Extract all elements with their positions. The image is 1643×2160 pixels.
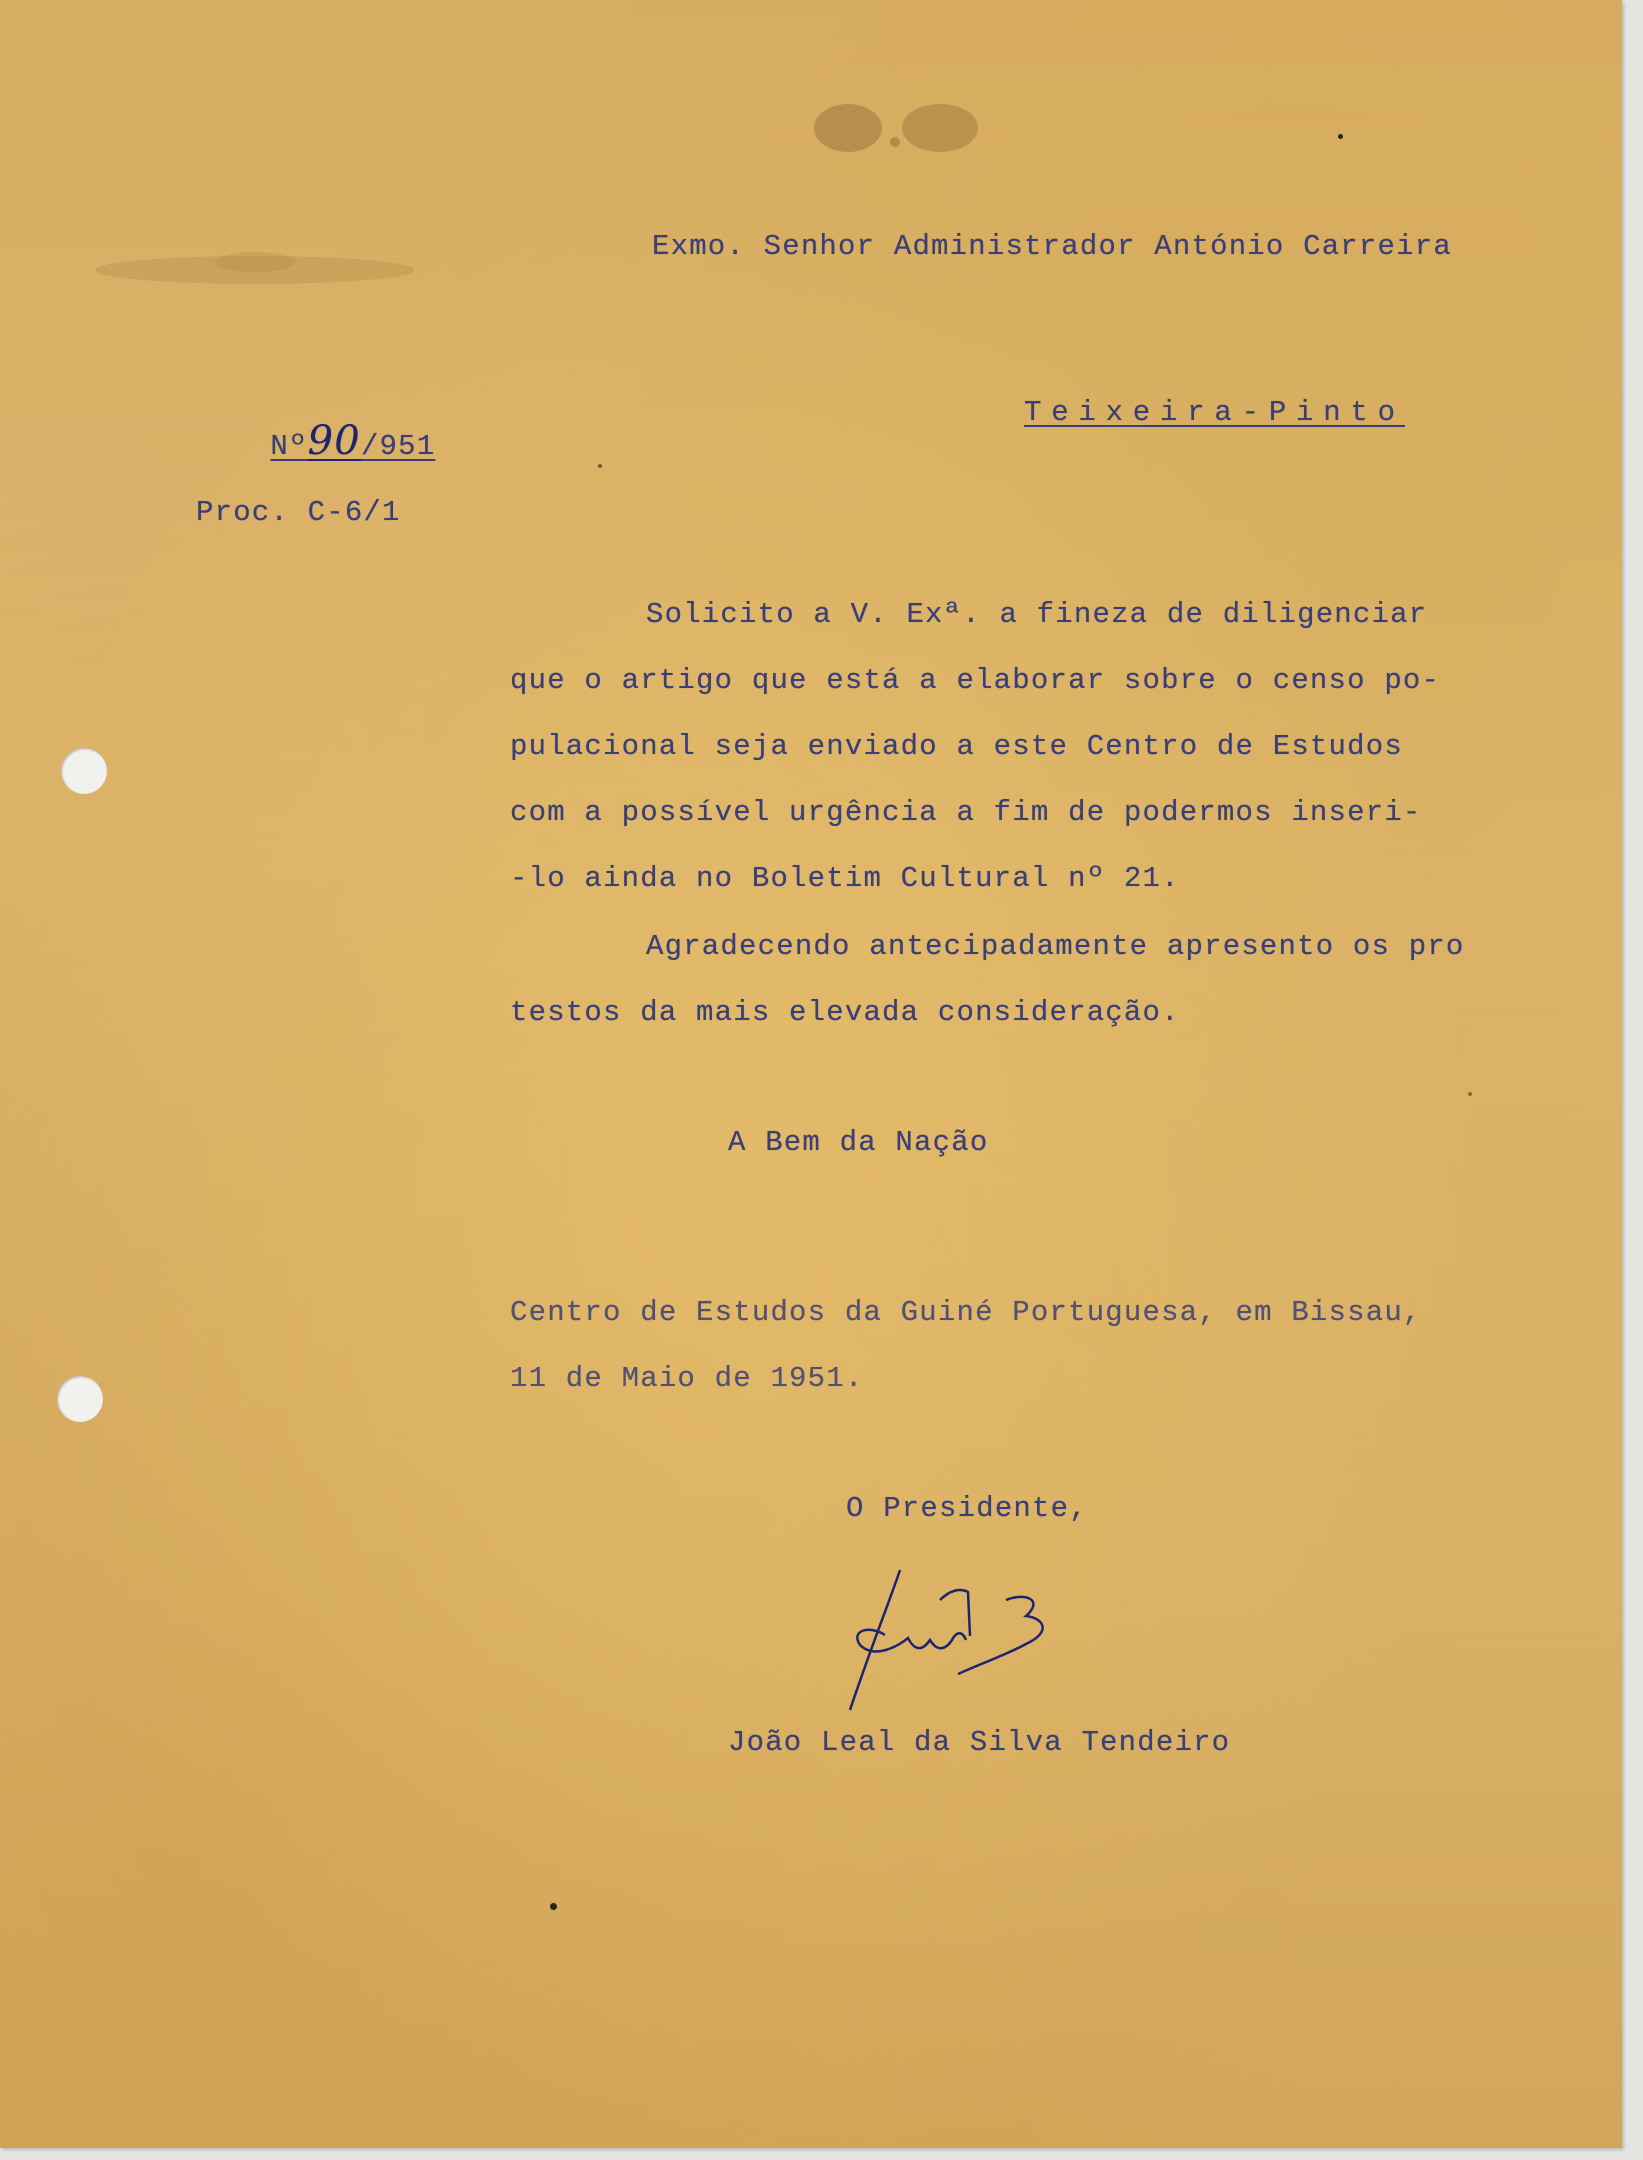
body-line: com a possível urgência a fim de podermos inseri- — [510, 796, 1422, 829]
recipient-line: Exmo. Senhor Administrador António Carreira — [652, 230, 1452, 263]
paper-speck — [1468, 1092, 1472, 1096]
reference-year: /951 — [360, 430, 436, 463]
paper-speck — [598, 464, 602, 468]
punch-hole — [57, 1376, 103, 1422]
signature — [830, 1540, 1130, 1720]
reference-handwritten-number: 90 — [307, 418, 361, 464]
place-date-line: Centro de Estudos da Guiné Portuguesa, em Bissau, — [510, 1296, 1422, 1329]
place-date-line: 11 de Maio de 1951. — [510, 1362, 864, 1395]
body-line: -lo ainda no Boletim Cultural nº 21. — [510, 862, 1180, 895]
body-line: que o artigo que está a elaborar sobre o censo po- — [510, 664, 1441, 697]
body-line: Agradecendo antecipadamente apresento os pro — [646, 930, 1465, 963]
body-line: Solicito a V. Exª. a fineza de diligenciar — [646, 598, 1428, 631]
faded-stamp — [90, 240, 420, 300]
salutation: A Bem da Nação — [728, 1126, 989, 1159]
reference-prefix: Nº — [270, 430, 308, 463]
process-number: Proc. C-6/1 — [196, 496, 401, 529]
signatory-name: João Leal da Silva Tendeiro — [728, 1726, 1231, 1759]
paper-speck — [550, 1903, 557, 1910]
reference-number — [196, 392, 435, 490]
body-line: pulacional seja enviado a este Centro de Estudos — [510, 730, 1403, 763]
body-line: testos da mais elevada consideração. — [510, 996, 1180, 1029]
paper-speck — [1338, 134, 1343, 139]
letterhead-stamp — [800, 92, 1000, 160]
destination: Teixeira-Pinto — [1024, 396, 1405, 429]
closing: O Presidente, — [846, 1492, 1088, 1525]
punch-hole — [61, 748, 107, 794]
